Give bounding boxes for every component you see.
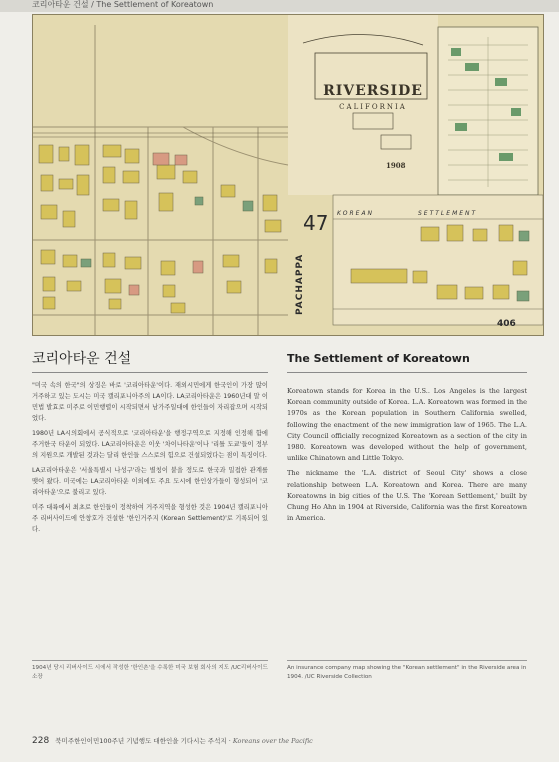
map-drawing xyxy=(33,15,543,335)
map-subtitle: CALIFORNIA xyxy=(339,103,407,111)
map-year: 1908 xyxy=(386,161,406,170)
korean-heading-rule xyxy=(32,372,268,373)
korean-body xyxy=(32,380,268,539)
english-body xyxy=(287,386,527,528)
english-paragraph: The nickname the 'L.A. district of Seoul City' shows a close relationship between L.A. Koreatown and Korea. There are many Koreatowns in big cities of the U.S. The 'Korean Settlement,' built by Chung Ho Ahn in 1904 at Riverside, California was the first Koreatown in America. xyxy=(287,469,527,523)
korean-caption: 1904년 당시 리버사이드 시에서 작성한 '한인촌'을 수록한 미국 보험 회사의 지도 /UC리버사이드 소장 xyxy=(32,665,268,680)
english-heading: The Settlement of Koreatown xyxy=(287,352,470,365)
english-caption-rule xyxy=(287,660,527,661)
map-title: RIVERSIDE xyxy=(323,83,423,99)
korean-caption-rule xyxy=(32,660,268,661)
korean-paragraph: 1980년 LA시의회에서 공식적으로 '코리아타운'을 행정구역으로 지정해 인정해 함에 주거한국 타운이 되었다. LA코리아타운은 이웃 '차이나타운'이나 '리틀 도쿄'들이 정부의 지원으로 개발된 것과는 달리 한인들 스스로의 힘으로 건설되었다는 점이 특징이다. xyxy=(32,430,268,459)
footer-title-ko: 북미주한인이민100주년 기념행도 대한인을 기다시는 주석지 · xyxy=(55,737,231,745)
map-street-pachappa: PACHAPPA xyxy=(295,253,305,315)
footer-title-en: Koreans over the Pacific xyxy=(232,737,313,745)
english-column-heading xyxy=(287,348,527,379)
korean-paragraph: LA코리아타운은 '서울특별시 나성구'라는 별칭이 붙을 정도로 한국과 밀접한 관계를 맺어 왔다. 미국에는 LA코리아타운 이외에도 주요 도시에 한인상가들이 형성되어 '코리아타운'으로 불리고 있다. xyxy=(32,467,268,496)
page-number: 228 xyxy=(32,736,50,746)
page-footer xyxy=(32,736,332,746)
sanborn-map-figure xyxy=(32,14,544,336)
map-label-settlement: SETTLEMENT xyxy=(418,210,478,217)
english-caption: An insurance company map showing the "Korean settlement" in the Riverside area in 1904. /UC Riverside Collection xyxy=(287,665,527,680)
running-header: 코리아타운 건설 / The Settlement of Koreatown xyxy=(0,0,559,12)
korean-paragraph: 미주 대륙에서 최초로 한인들이 정착하여 거주지역을 형성한 것은 1904년 캘리포니아주 리버사이드에 안창호가 건설한 '한인거주지 (Korean Settlement)'로 기록되어 있다. xyxy=(32,504,268,533)
map-label-korean: KOREAN xyxy=(337,210,375,217)
map-corner-number: 406 xyxy=(497,319,516,329)
korean-paragraph: "미국 속의 한국"의 상징은 바로 '코리아타운'이다. 재외시민에게 한국인이 가장 많이 거주하고 있는 도시는 미국 캘리포니아주의 LA이다. LA코리아타운은 1960년대 말 이민법 발효로 미주로 이민행렬이 시작되면서 남가주일대에 한인들이 자리잡으며 시작되었다. xyxy=(32,382,268,422)
english-heading-rule xyxy=(287,372,527,373)
map-sheet-number: 47 xyxy=(303,211,329,235)
map-title-cartouche xyxy=(308,33,433,183)
korean-heading: 코리아타운 건설 xyxy=(32,351,132,367)
english-paragraph: Koreatown stands for Korea in the U.S.. Los Angeles is the largest Korean community outside of Korea. L.A. Koreatown was formed in the 1970s as the Korean population in Southern California swelled, following the enactment of the new immigration law of 1965. The L.A. City Council officially recognized Koreatown as a section of the city in 1980. Koreatown was developed without the help of government, unlike Chinatown and Little Tokyo. xyxy=(287,387,527,463)
